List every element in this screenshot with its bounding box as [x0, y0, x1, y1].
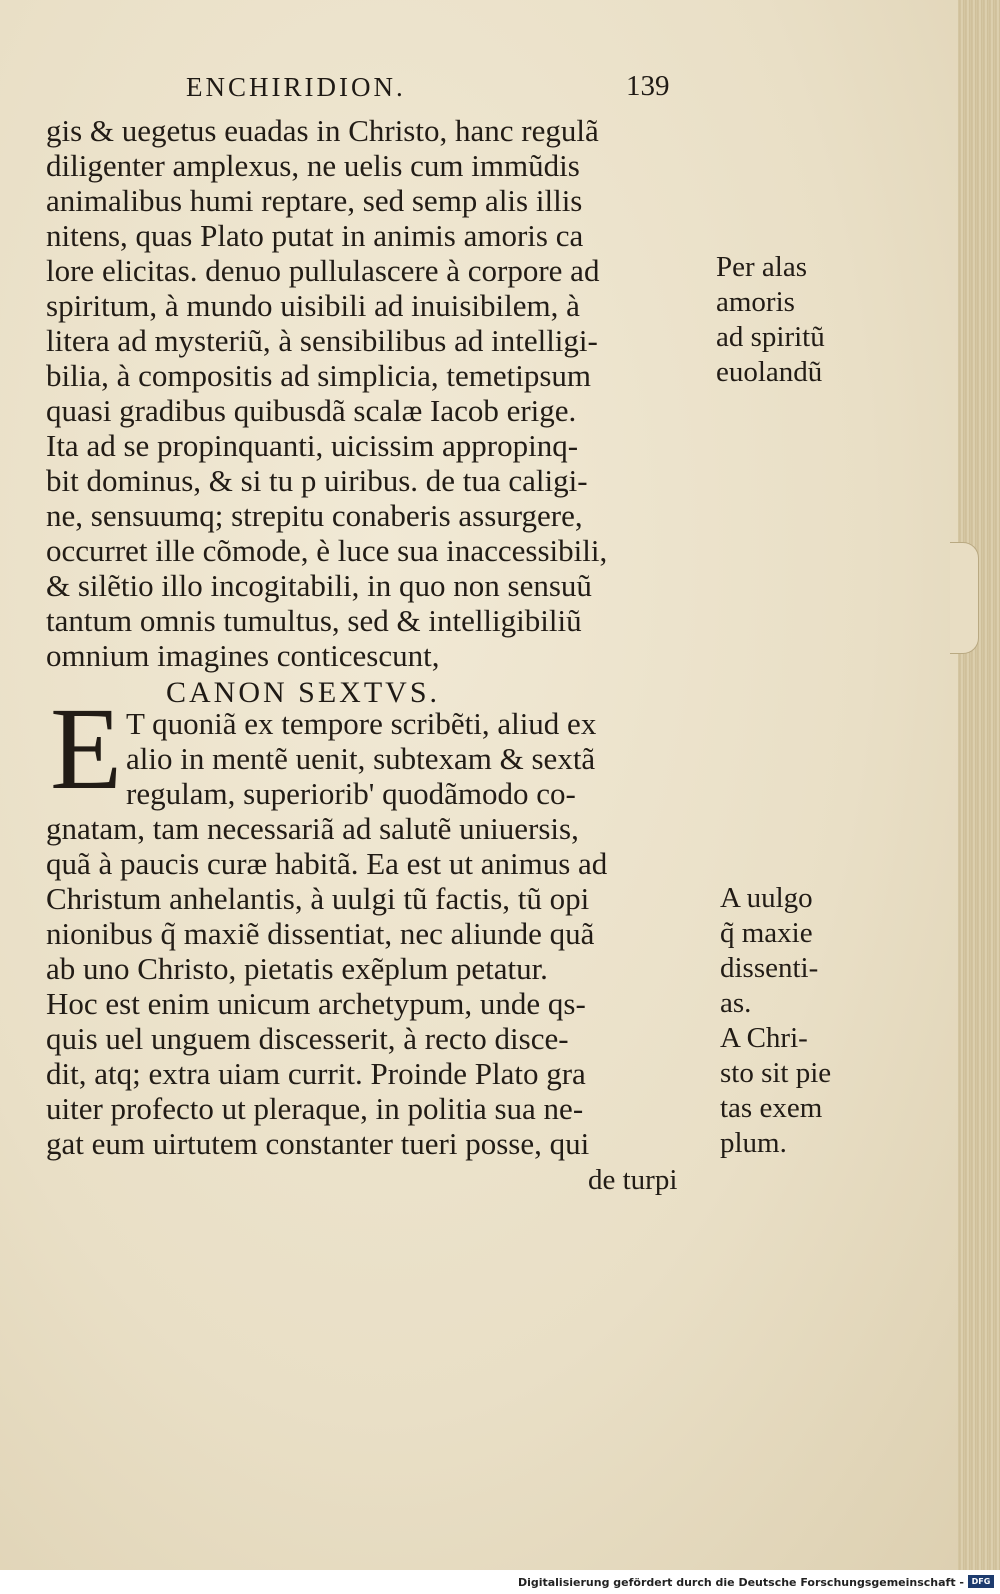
text-line: litera ad mysteriũ, à sensibilibus ad intelligi- — [46, 323, 598, 358]
margin-note-line: tas exem — [720, 1092, 823, 1124]
margin-note-line: A Chri- — [720, 1022, 808, 1054]
text-line: gis & uegetus euadas in Christo, hanc regulã — [46, 113, 599, 148]
text-line: uiter profecto ut pleraque, in politia sua ne- — [46, 1091, 584, 1126]
text-line: tantum omnis tumultus, sed & intelligibiliũ — [46, 603, 582, 638]
text-line: bit dominus, & si tu p uiribus. de tua caligi- — [46, 463, 588, 498]
margin-note-line: dissenti- — [720, 952, 819, 984]
margin-note-line: ad spiritũ — [716, 321, 825, 353]
footer-credit: Digitalisierung gefördert durch die Deutsche Forschungsgemeinschaft - — [517, 1576, 964, 1589]
folio-number: 139 — [626, 70, 670, 102]
text-line: lore elicitas. denuo pullulascere à corpore ad — [46, 253, 600, 288]
text-line: spiritum, à mundo uisibili ad inuisibilem, à — [46, 288, 580, 323]
text-line: quis uel unguem discesserit, à recto disce- — [46, 1021, 569, 1056]
text-line: quasi gradibus quibusdã scalæ Iacob erige. — [46, 393, 577, 428]
text-line: Ita ad se propinquanti, uicissim appropinq- — [46, 428, 579, 463]
page-tab — [950, 542, 979, 654]
text-line: gnatam, tam necessariã ad salutẽ uniuersis, — [46, 811, 579, 846]
canon-heading: CANON SEXTVS. — [166, 676, 441, 709]
text-line: omnium imagines conticescunt, — [46, 638, 440, 673]
text-line: nitens, quas Plato putat in animis amoris ca — [46, 218, 584, 253]
text-line: quã à paucis curæ habitã. Ea est ut animus ad — [46, 846, 608, 881]
drop-cap-initial: E — [50, 683, 123, 814]
text-line: dit, atq; extra uiam currit. Proinde Plato gra — [46, 1056, 586, 1091]
text-line: Christum anhelantis, à uulgi tũ factis, tũ opi — [46, 881, 590, 916]
text-line: ab uno Christo, pietatis exẽplum petatur. — [46, 951, 548, 986]
margin-note-line: A uulgo — [720, 882, 813, 914]
margin-note-line: as. — [720, 987, 752, 1019]
text-line: bilia, à compositis ad simplicia, temetipsum — [46, 358, 591, 393]
text-line: Hoc est enim unicum archetypum, unde qs- — [46, 986, 586, 1021]
text-line: occurret ille cõmode, è luce sua inaccessibili, — [46, 533, 608, 568]
text-line: alio in mentẽ uenit, subtexam & sextã — [126, 741, 596, 776]
margin-note-line: q̃ maxie — [720, 917, 813, 949]
text-line: & silẽtio illo incogitabili, in quo non sensuũ — [46, 568, 592, 603]
text-line: gat eum uirtutem constanter tueri posse, qui — [46, 1126, 590, 1161]
catchword: de turpi — [588, 1164, 678, 1196]
text-line: diligenter amplexus, ne uelis cum immũdis — [46, 148, 580, 183]
text-line: T quoniã ex tempore scribẽti, aliud ex — [126, 706, 597, 741]
margin-note-line: amoris — [716, 286, 795, 318]
text-line: nionibus q̃ maxiẽ dissentiat, nec aliunde quã — [46, 916, 595, 951]
text-line: animalibus humi reptare, sed semp alis illis — [46, 183, 583, 218]
text-line: ne, sensuumq; strepitu conaberis assurgere, — [46, 498, 583, 533]
margin-note-line: Per alas — [716, 251, 807, 283]
margin-note-line: plum. — [720, 1127, 787, 1159]
book-fore-edge — [958, 0, 1000, 1570]
margin-note-line: sto sit pie — [720, 1057, 832, 1089]
margin-note-line: euolandũ — [716, 356, 823, 388]
dfg-logo: DFG — [968, 1575, 994, 1588]
running-title: ENCHIRIDION. — [186, 72, 406, 102]
text-line: regulam, superiorib' quodãmodo co- — [126, 776, 576, 811]
